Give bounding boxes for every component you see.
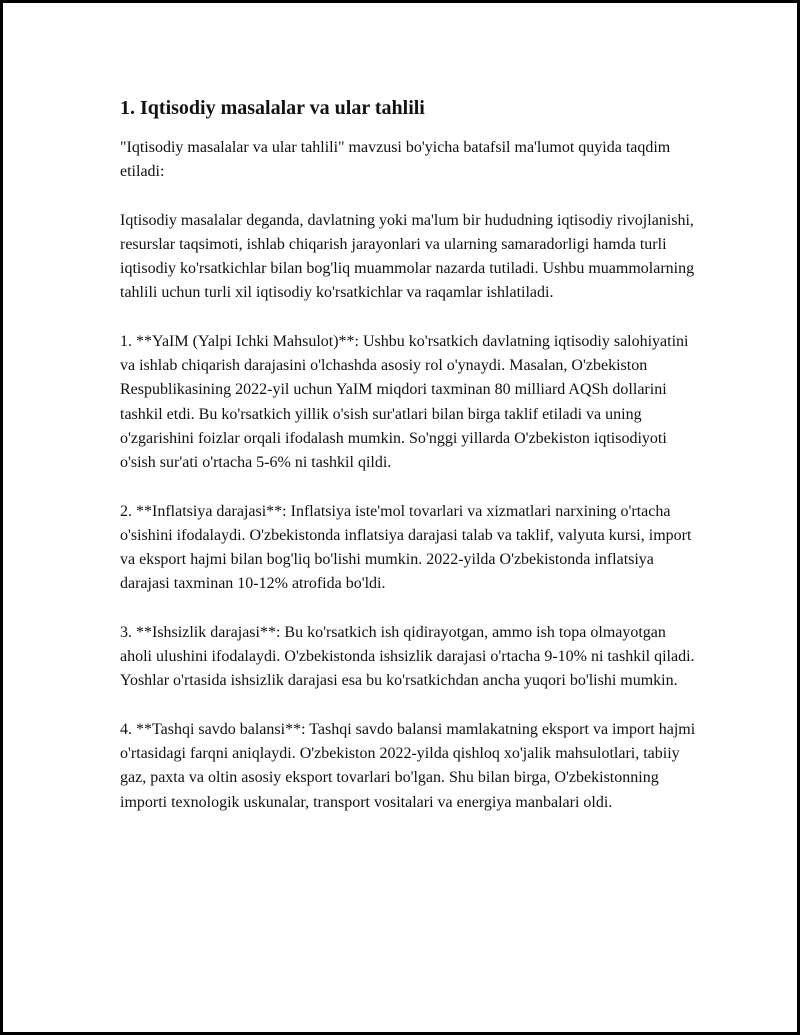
intro-paragraph: "Iqtisodiy masalalar va ular tahlili" mavzusi bo'yicha batafsil ma'lumot quyida taqdim etiladi: — [120, 139, 671, 181]
definition-paragraph: Iqtisodiy masalalar deganda, davlatning yoki ma'lum bir hududning iqtisodiy rivojlanishi, resurslar taqsimoti, ishlab chiqarish jarayonlari va ularning samaradorligi hamda turli iqtisodiy ko'rsatkichlar bilan bog'liq muammolar nazarda tutiladi. Ushbu muammolarning tahlili uchun turli xil iqtisodiy ko'rsatkichlar va raqamlar ishlatiladi. — [120, 211, 695, 302]
list-item-inflation: 2. **Inflatsiya darajasi**: Inflatsiya iste'mol tovarlari va xizmatlari narxining o'rtacha o'sishini ifodalaydi. O'zbekistonda inflatsiya darajasi talab va taklif, valyuta kursi, import va eksport hajmi bilan bog'liq bo'lishi mumkin. 2022-yilda O'zbekistonda inflatsiya darajasi taxminan 10-12% atrofida bo'ldi. — [120, 502, 692, 593]
list-item-unemployment: 3. **Ishsizlik darajasi**: Bu ko'rsatkich ish qidirayotgan, ammo ish topa olmayotgan aholi ulushini ifodalaydi. O'zbekistonda ishsizlik darajasi o'rtacha 9-10% ni tashkil qiladi. Yoshlar o'rtasida ishsizlik darajasi esa bu ko'rsatkichdan ancha yuqori bo'lishi mumkin. — [120, 623, 695, 690]
list-item-trade-balance: 4. **Tashqi savdo balansi**: Tashqi savdo balansi mamlakatning eksport va import hajmi o'rtasidagi farqni aniqlaydi. O'zbekiston 2022-yilda qishloq xo'jalik mahsulotlari, tabiiy gaz, paxta va oltin asosiy eksport tovarlari bo'lgan. Shu bilan birga, O'zbekistonning importi texnologik uskunalar, transport vositalari va energiya manbalari oldi. — [120, 720, 696, 811]
document-body — [120, 95, 700, 839]
section-heading: 1. Iqtisodiy masalalar va ular tahlili — [120, 97, 425, 119]
list-item-gdp: 1. **YaIM (Yalpi Ichki Mahsulot)**: Ushbu ko'rsatkich davlatning iqtisodiy salohiyatini va ishlab chiqarish darajasini o'lchashda asosiy rol o'ynaydi. Masalan, O'zbekiston Respublikasining 2022-yil uchun YaIM miqdori taxminan 80 milliard AQSh dollarini tashkil etdi. Bu ko'rsatkich yillik o'sish sur'atlari bilan birga taklif etiladi va uning o'zgarishini foizlar orqali ifodalash mumkin. So'nggi yillarda O'zbekiston iqtisodiyoti o'sish sur'ati o'rtacha 5-6% ni tashkil qildi. — [120, 332, 689, 472]
